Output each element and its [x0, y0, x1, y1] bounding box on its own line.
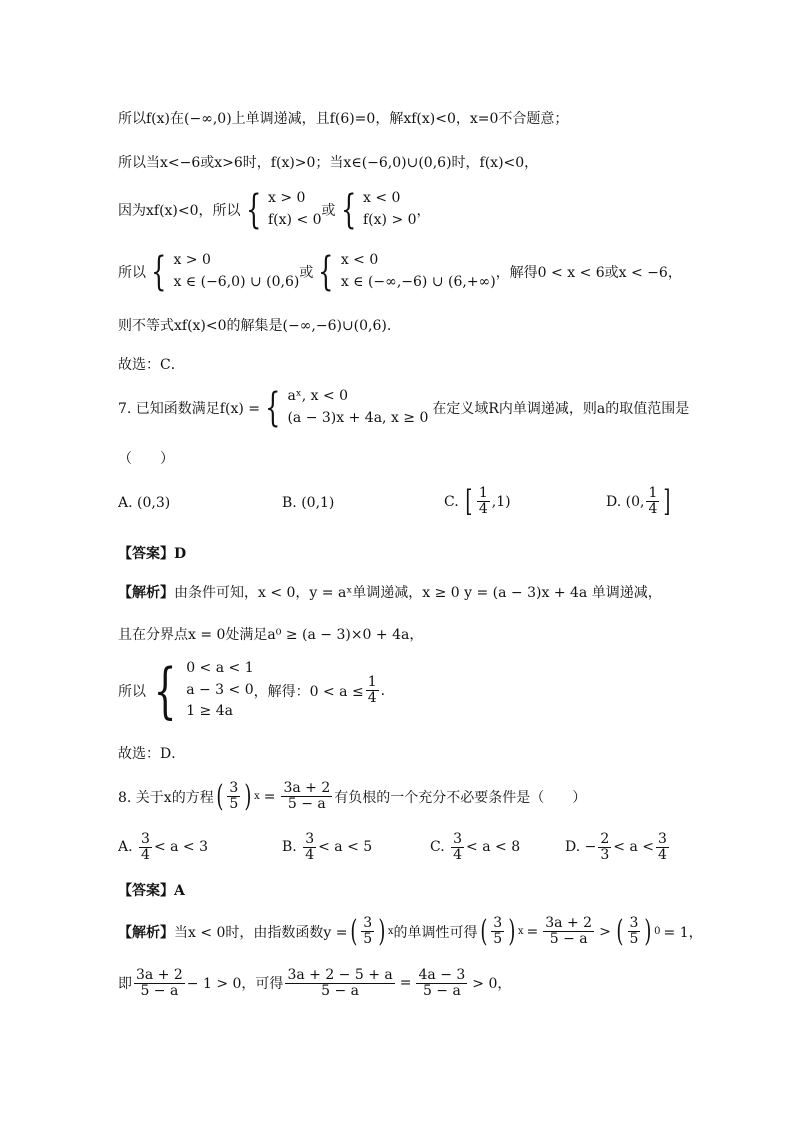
text: > 0，: [472, 976, 512, 993]
text: ，: [416, 202, 431, 219]
text: 所以当x<−6或x>6时，f(x)>0；当x∈(−6,0)∪(0,6)时，f(x)<0，: [118, 155, 539, 171]
brace: {: [151, 248, 167, 295]
denominator: 5: [493, 931, 503, 947]
text: ，解得：0 < a ≤: [253, 683, 364, 700]
option-label: A.: [118, 495, 133, 511]
numerator: 3: [658, 831, 667, 847]
option-d[interactable]: [606, 484, 673, 519]
option-a[interactable]: [118, 832, 208, 862]
brace: {: [265, 384, 281, 431]
text: ，解得0 < x < 6或x < −6，: [495, 264, 682, 281]
fraction: [646, 486, 659, 516]
system: [268, 188, 322, 231]
numerator: 3: [141, 831, 150, 847]
text: 在定义域R内单调递减，则a的取值范围是: [432, 400, 690, 417]
text: f(x) > 0: [363, 211, 417, 228]
option-label: B.: [282, 495, 297, 511]
text: 或: [321, 202, 336, 219]
option-label: D.: [565, 839, 581, 856]
option-a[interactable]: [118, 495, 170, 511]
denominator: 4: [367, 690, 377, 707]
brace: {: [153, 655, 177, 726]
text: 8. 关于x的方程: [118, 789, 214, 806]
option-label: A.: [118, 839, 133, 856]
fraction: [227, 781, 240, 811]
numerator: 2: [600, 831, 610, 847]
option-label: B.: [282, 839, 297, 856]
text: = 1，: [663, 924, 703, 941]
denominator: 4: [141, 846, 150, 863]
text: =: [263, 788, 276, 805]
numerator: 4a − 3: [418, 967, 466, 983]
text: x ∈ (−∞,−6) ∪ (6,+∞): [340, 273, 496, 290]
numerator: 3a + 2: [545, 915, 593, 932]
analysis-tag: 【解析】: [118, 585, 174, 601]
text: 有负根的一个充分不必要条件是（ ）: [334, 789, 587, 806]
text: (0,: [625, 493, 645, 510]
system: [186, 658, 253, 723]
option-b[interactable]: [282, 832, 372, 862]
text: aˣ, x < 0: [287, 388, 349, 404]
option-label: C.: [444, 493, 459, 510]
text-line: [118, 655, 386, 726]
analysis: [118, 582, 662, 602]
numerator: 3a + 2: [283, 780, 331, 797]
fraction: [134, 968, 185, 998]
text: x > 0: [173, 252, 211, 268]
fraction: [361, 916, 374, 946]
exponent: x: [387, 926, 394, 937]
answer: [118, 880, 185, 900]
numerator: 3a + 2 − 5 + a: [287, 967, 393, 983]
fraction: [303, 832, 316, 862]
analysis-tag: 【解析】: [118, 924, 174, 941]
numerator: 3: [229, 780, 239, 797]
text: 1 ≥ 4a: [186, 703, 233, 720]
numerator: 3: [629, 915, 639, 932]
denominator: 4: [658, 846, 667, 863]
option-d[interactable]: [565, 832, 671, 862]
option-c[interactable]: [444, 484, 511, 519]
text: 且在分界点x = 0处满足a⁰ ≥ (a − 3)×0 + 4a，: [118, 627, 424, 643]
analysis: 【解析】 当x < 0时，由指数函数y = ( $\frac{3}{5}$ ) x 的单调性可得 ( $\frac{3}{5}$ ) x = $\frac{3a + 2}{5 - a}$ > ( $\frac{3}{5}$ ) 0 = 1，: [118, 914, 703, 949]
denominator: 5 − a: [422, 982, 461, 999]
option-value: (0,1): [301, 495, 335, 511]
fraction: [598, 832, 611, 862]
text: < a < 3: [153, 839, 209, 856]
answer: [118, 543, 186, 563]
text: 则不等式xf(x)<0的解集是(−∞,−6)∪(0,6).: [118, 318, 392, 334]
system: [173, 250, 299, 293]
numerator: 1: [478, 485, 488, 502]
text: [: [465, 484, 473, 519]
text: 即: [118, 976, 132, 993]
option-c[interactable]: [430, 832, 520, 862]
text-line: [118, 624, 423, 644]
text: x < 0: [363, 190, 401, 206]
text: 【答案】A: [118, 883, 185, 899]
option-label: C.: [430, 839, 445, 856]
fraction: [281, 781, 332, 811]
text-line: [118, 108, 568, 128]
text-line: [118, 188, 431, 231]
text: 7. 已知函数满足f(x) =: [118, 400, 260, 417]
text: 因为xf(x)<0，所以: [118, 202, 241, 219]
numerator: 1: [367, 674, 377, 691]
fraction: [366, 675, 379, 705]
text: 的单调性可得: [393, 924, 478, 941]
system: [363, 188, 417, 231]
brace: {: [340, 186, 356, 233]
text: 所以: [118, 264, 146, 281]
text: 由条件可知，x < 0，y = aˣ单调递减，x ≥ 0 y = (a − 3)x + 4a 单调递减，: [174, 585, 662, 601]
text: 【答案】D: [118, 546, 187, 562]
denominator: 5: [629, 931, 639, 947]
brace: {: [318, 248, 334, 295]
text: =: [526, 923, 539, 940]
text: < a < 8: [466, 839, 521, 856]
text-line: [118, 354, 185, 374]
text-line: [118, 968, 511, 998]
fraction: [543, 916, 594, 946]
text: 或: [299, 264, 314, 281]
text: (a − 3)x + 4a, x ≥ 0: [287, 409, 429, 426]
fraction: [628, 916, 641, 946]
text: x > 0: [268, 190, 306, 206]
text: ]: [663, 484, 671, 519]
denominator: 5 − a: [140, 982, 179, 999]
numerator: 3: [363, 915, 373, 932]
fraction: [451, 832, 464, 862]
fraction: [656, 832, 669, 862]
denominator: 4: [478, 501, 488, 517]
text: 故选：D．: [118, 746, 186, 762]
numerator: 1: [648, 485, 658, 502]
text-line: [118, 315, 391, 335]
numerator: 3a + 2: [136, 967, 183, 983]
option-value: (0,3): [137, 495, 171, 511]
question-8-stem: 8. 关于x的方程 ( $\frac{3}{5}$ ) x = $\frac{3a + 2}{5 - a}$ 有负根的一个充分不必要条件是（ ）: [118, 779, 587, 814]
option-label: D.: [606, 493, 622, 510]
denominator: 4: [648, 501, 658, 517]
denominator: 3: [600, 846, 610, 863]
text: >: [599, 923, 611, 940]
text: 0 < a < 1: [186, 660, 254, 676]
question-7-stem: [118, 386, 689, 429]
text: 所以f(x)在(−∞,0)上单调递减，且f(6)=0，解xf(x)<0，x=0不合题意；: [118, 111, 569, 127]
fraction: [477, 486, 490, 516]
text: < a < 5: [318, 839, 373, 856]
text: a − 3 < 0: [186, 681, 254, 698]
text: 所以: [118, 683, 146, 700]
text-line: [118, 448, 174, 468]
denominator: 5: [363, 931, 373, 947]
text: （ ）: [118, 451, 174, 467]
exponent: x: [254, 791, 260, 802]
text-line: [118, 250, 682, 293]
denominator: 4: [453, 846, 463, 863]
fraction: [139, 832, 152, 862]
numerator: 3: [453, 831, 463, 847]
system: [341, 250, 496, 293]
exponent: x: [517, 926, 524, 937]
text: −: [584, 839, 597, 856]
fraction: [285, 968, 394, 998]
numerator: 3: [305, 831, 315, 847]
text: 当x < 0时，由指数函数y =: [174, 924, 348, 941]
denominator: 5: [229, 796, 239, 812]
numerator: 3: [493, 915, 503, 932]
fraction: [416, 968, 467, 998]
text: ,1): [491, 493, 511, 510]
brace: {: [245, 186, 261, 233]
denominator: 5 − a: [321, 982, 360, 999]
text: f(x) < 0: [268, 211, 322, 228]
denominator: 5 − a: [287, 796, 326, 812]
text-line: [118, 152, 538, 172]
exponent: 0: [654, 926, 661, 937]
denominator: 4: [305, 846, 315, 863]
fraction: [491, 916, 504, 946]
text: 故选：C．: [118, 357, 185, 373]
text: < a <: [613, 839, 655, 856]
text: x ∈ (−6,0) ∪ (0,6): [173, 273, 300, 290]
text: =: [399, 975, 412, 992]
text-line: [118, 743, 185, 763]
piecewise: [287, 386, 428, 429]
text: .: [380, 682, 386, 699]
option-b[interactable]: [282, 495, 334, 511]
text: − 1 > 0，可得: [186, 976, 284, 993]
text: x < 0: [340, 252, 379, 268]
denominator: 5 − a: [549, 931, 588, 947]
